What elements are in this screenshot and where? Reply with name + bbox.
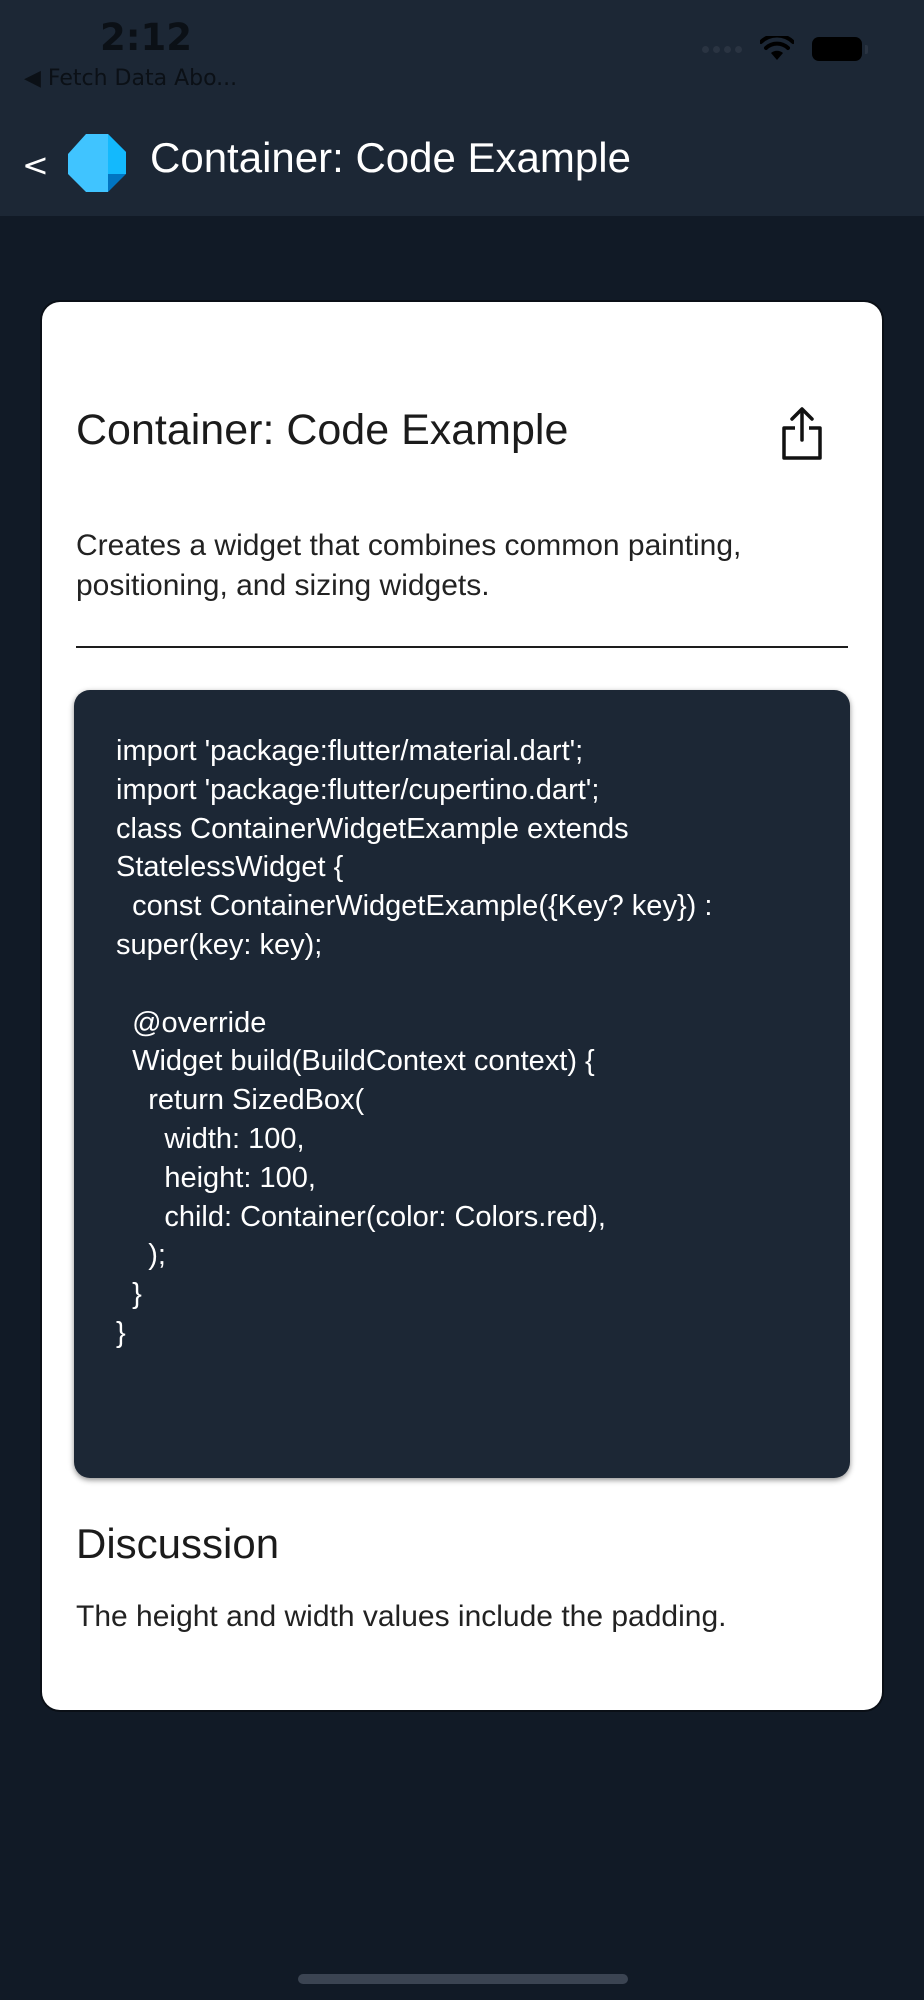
app-bar-title: Container: Code Example <box>150 134 631 181</box>
divider <box>76 646 848 648</box>
share-button[interactable] <box>780 406 824 462</box>
code-text: import 'package:flutter/material.dart'; import 'package:flutter/cupertino.dart'; class ContainerWidgetExample extends StatelessWidget { const ContainerWidgetExample({Key? key}) : super(key: key); @override Widget build(BuildContext context) { return SizedBox( width: 100, height: 100, child: Container(color: Colors.red), ); } } <box>116 735 713 1349</box>
top-bar <box>0 0 924 216</box>
content-card <box>42 302 882 1710</box>
discussion-body: The height and width values include the padding. <box>76 1600 727 1633</box>
card-title: Container: Code Example <box>76 406 569 454</box>
discussion-heading: Discussion <box>76 1520 280 1567</box>
status-back-to-app[interactable]: ◀ Fetch Data Abo... <box>24 66 238 91</box>
battery-icon <box>812 37 862 61</box>
share-icon <box>780 406 824 462</box>
dart-logo-icon <box>64 130 130 196</box>
wifi-icon <box>760 36 794 62</box>
back-button[interactable]: < <box>22 146 49 184</box>
status-indicators <box>702 36 862 62</box>
signal-icon <box>702 46 742 53</box>
card-description: Creates a widget that combines common painting, positioning, and sizing widgets. <box>76 529 742 602</box>
code-block <box>74 690 850 1478</box>
home-indicator[interactable] <box>298 1974 628 1984</box>
status-time: 2:12 <box>100 16 193 59</box>
